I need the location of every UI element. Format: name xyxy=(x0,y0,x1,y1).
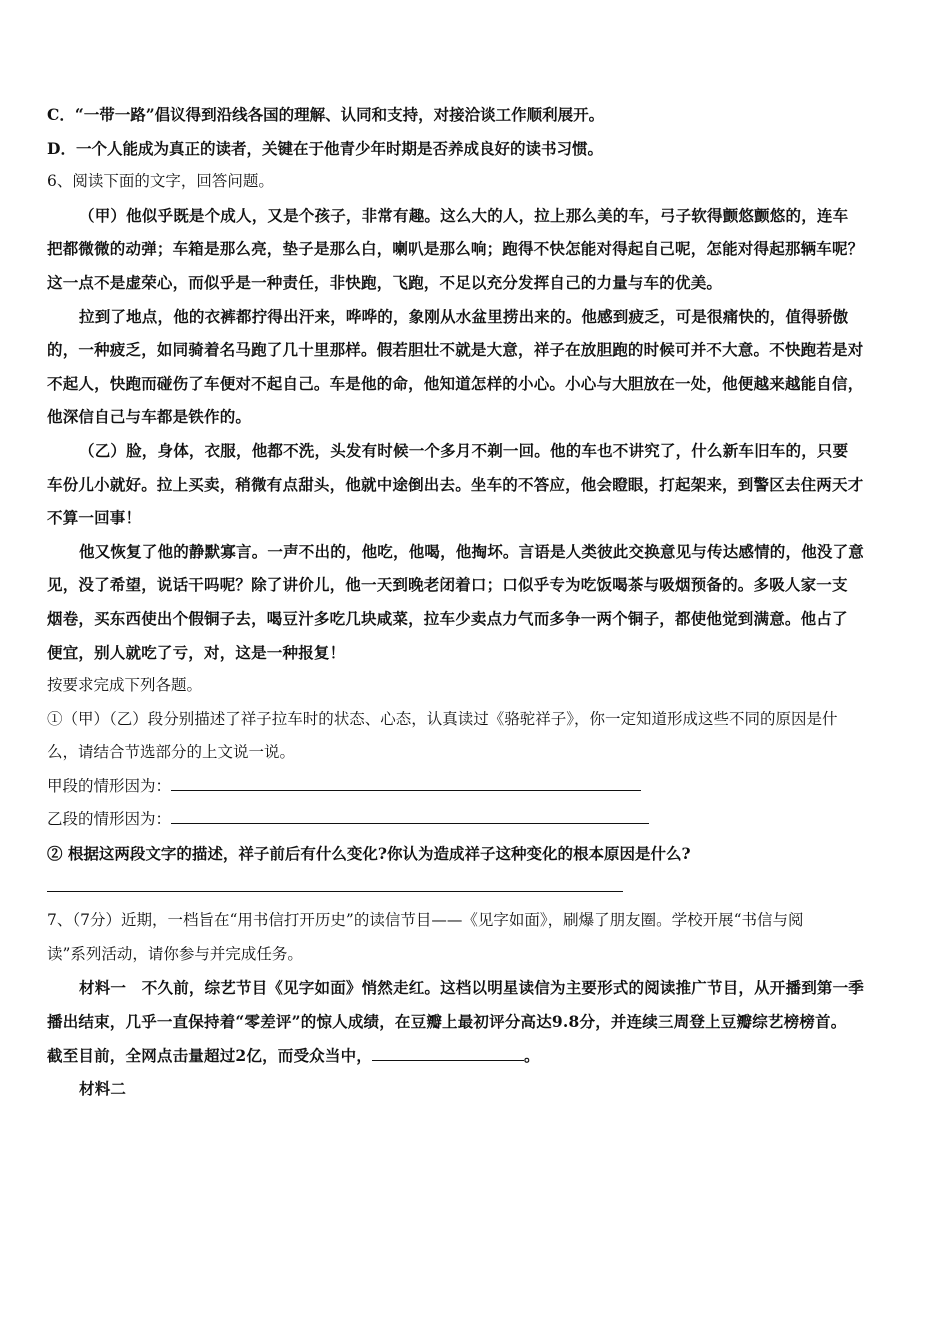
passage-line-text: 烟卷，买东西使出个假铜子去，喝豆汁多吃几块咸菜，拉车少卖点力气而多争一两个铜子，都使他觉到满意。他占了 xyxy=(47,608,848,628)
material-1-text-end: 。 xyxy=(524,1045,540,1065)
passage-line-text: 不起人，快跑而碰伤了车便对不起自己。车是他的命，他知道怎样的小心。小心与大胆放在一处，他便越来越能自信， xyxy=(47,373,864,393)
document-page xyxy=(47,98,909,1106)
answer-yi-blank[interactable] xyxy=(171,805,649,824)
sub-question-1 xyxy=(47,703,909,737)
question-7-text: 读”系列活动，请你参与并完成任务。 xyxy=(47,944,303,963)
option-c-text: C．“一带一路”倡议得到沿线各国的理解、认同和支持，对接洽谈工作顺利展开。 xyxy=(47,105,605,124)
passage-line-text: 的，一种疲乏，如同骑着名马跑了几十里那样。假若胆壮不就是大意，祥子在放胆跑的时候可并不大意。不快跑若是对 xyxy=(47,340,864,360)
material-2-text: 材料二 xyxy=(79,1079,127,1099)
passage-line-text: 不算一回事！ xyxy=(47,508,142,528)
material-1-text: 材料一 不久前，综艺节目《见字如面》悄然走红。这档以明星读信为主要形式的阅读推广节目，从开播到第一季 xyxy=(79,978,865,998)
passage-jia-line-6 xyxy=(47,367,909,401)
passage-yi-line-5 xyxy=(47,568,909,602)
material-1-blank[interactable] xyxy=(372,1042,524,1061)
passage-jia-line-4 xyxy=(47,300,909,334)
option-d-text: D．一个人能成为真正的读者，关键在于他青少年时期是否养成良好的读书习惯。 xyxy=(47,138,603,158)
sub-question-2 xyxy=(47,837,909,871)
passage-jia-line-2 xyxy=(47,232,909,266)
material-1-text-start: 截至目前，全网点击量超过2亿，而受众当中， xyxy=(47,1045,372,1065)
question-6-title-text: 6、阅读下面的文字，回答问题。 xyxy=(47,172,274,191)
sub-question-1-cont xyxy=(47,736,909,770)
question-6-title xyxy=(47,165,909,199)
passage-jia-line-3 xyxy=(47,266,909,300)
material-1-line-1 xyxy=(47,971,909,1005)
sub-question-2-answer-row xyxy=(47,871,909,905)
passage-jia-line-5 xyxy=(47,333,909,367)
passage-line-text: 便宜，别人就吃了亏，对，这是一种报复！ xyxy=(47,642,346,662)
answer-yi-row xyxy=(47,803,909,837)
material-1-text: 播出结束，几乎一直保持着“零差评”的惊人成绩，在豆瓣上最初评分高达9.8分，并连续三周登上豆瓣综艺榜榜首。 xyxy=(47,1012,847,1032)
passage-line-text: 车份儿小就好。拉上买卖，稍微有点甜头，他就中途倒出去。坐车的不答应，他会瞪眼，打起架来，到警区去住两天才 xyxy=(47,474,864,494)
passage-line-text: 拉到了地点，他的衣裤都拧得出汗来，哗哗的，象刚从水盆里捞出来的。他感到疲乏，可是很痛快的，值得骄傲 xyxy=(79,306,849,326)
passage-jia-line-7 xyxy=(47,400,909,434)
passage-yi-line-2 xyxy=(47,468,909,502)
passage-line-text: （甲）他似乎既是个成人，又是个孩子，非常有趣。这么大的人，拉上那么美的车，弓子软得颤悠颤悠的，连车 xyxy=(79,205,849,225)
passage-yi-line-4 xyxy=(47,535,909,569)
passage-yi-line-7 xyxy=(47,636,909,670)
question-7-line-2 xyxy=(47,938,909,972)
answer-jia-label: 甲段的情形因为： xyxy=(47,776,172,795)
answer-jia-row xyxy=(47,770,909,804)
passage-line-text: 他深信自己与车都是铁作的。 xyxy=(47,407,252,427)
passage-line-text: 把都微微的动弹；车箱是那么亮，垫子是那么白，喇叭是那么响；跑得不快怎能对得起自己呢，怎能对得起那辆车呢？ xyxy=(47,239,864,259)
passage-line-text: 他又恢复了他的静默寡言。一声不出的，他吃，他喝，他掏坏。言语是人类彼此交换意见与传达感情的，他没了意 xyxy=(79,541,865,561)
passage-yi-line-6 xyxy=(47,602,909,636)
question-7-text: 7、（7分）近期，一档旨在“用书信打开历史”的读信节目——《见字如面》，刷爆了朋友圈。学校开展“书信与阅 xyxy=(47,911,804,930)
passage-line-text: 见，没了希望，说话干吗呢？除了讲价儿，他一天到晚老闭着口；口似乎专为吃饭喝茶与吸烟预备的。多吸人家一支 xyxy=(47,575,848,595)
answer-jia-blank[interactable] xyxy=(171,772,641,791)
passage-line-text: 这一点不是虚荣心，而似乎是一种责任，非快跑，飞跑，不足以充分发挥自己的力量与车的优美。 xyxy=(47,272,723,292)
passage-jia-line-1 xyxy=(47,199,909,233)
passage-yi-line-3 xyxy=(47,501,909,535)
material-1-line-3 xyxy=(47,1039,909,1073)
instruction-text: 按要求完成下列各题。 xyxy=(47,676,203,695)
passage-line-text: （乙）脸，身体，衣服，他都不洗，头发有时候一个多月不剃一回。他的车也不讲究了，什么新车旧车的，只要 xyxy=(79,440,849,460)
sub-question-2-answer-blank[interactable] xyxy=(47,873,623,892)
sub-question-2-text: ② 根据这两段文字的描述，祥子前后有什么变化?你认为造成祥子这种变化的根本原因是什么? xyxy=(47,844,691,864)
instruction xyxy=(47,669,909,703)
sub-question-1-cont-text: 么，请结合节选部分的上文说一说。 xyxy=(47,743,296,762)
sub-question-1-text: ①（甲）（乙）段分别描述了祥子拉车时的状态、心态，认真读过《骆驼祥子》，你一定知道形成这些不同的原因是什 xyxy=(47,709,838,728)
question-7-line-1 xyxy=(47,904,909,938)
passage-yi-line-1 xyxy=(47,434,909,468)
answer-yi-label: 乙段的情形因为： xyxy=(47,810,172,829)
material-1-line-2 xyxy=(47,1005,909,1039)
option-c xyxy=(47,98,909,132)
material-2-heading xyxy=(47,1072,909,1106)
option-d xyxy=(47,132,909,166)
